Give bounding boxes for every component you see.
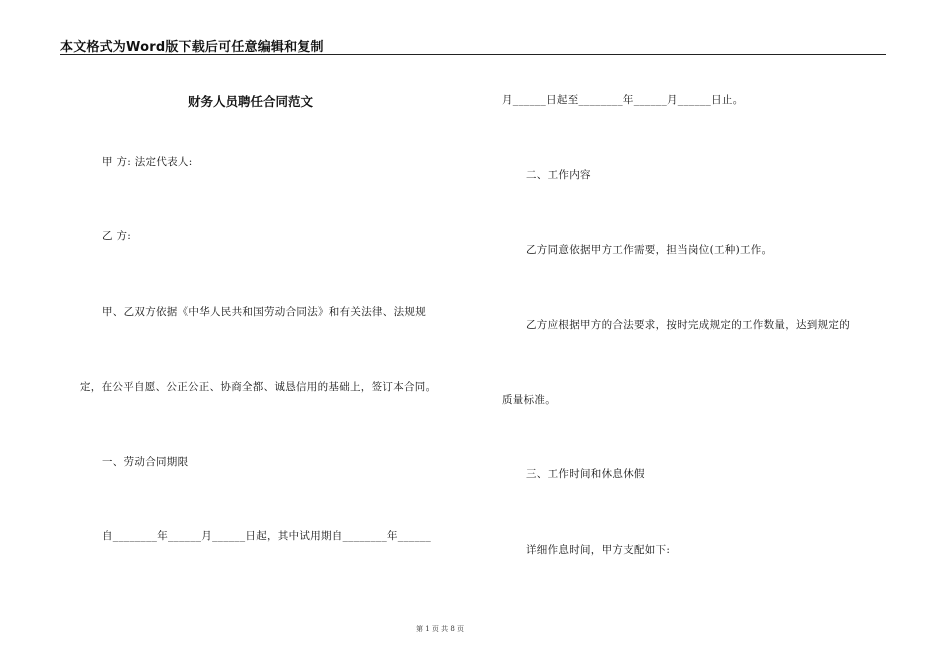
work-content-line-2: 乙方应根据甲方的合法要求，按时完成规定的工作数量，达到规定的: [526, 319, 850, 331]
work-hours-line-1: 详细作息时间，甲方支配如下:: [526, 544, 671, 556]
contract-term-line-1: 自________年______月______日起，其中试用期自________年______: [102, 530, 432, 542]
work-content-line-3: 质量标准。: [502, 394, 556, 406]
preamble-line-1: 甲、乙双方依据《中华人民共和国劳动合同法》和有关法律、法规规: [102, 306, 426, 318]
party-b-line: 乙 方:: [102, 230, 132, 242]
page-header: [60, 34, 886, 55]
party-a-line: 甲 方: 法定代表人:: [102, 156, 193, 168]
document-title: 财务人员聘任合同范文: [188, 94, 314, 109]
preamble-line-2: 定，在公平自愿、公正公正、协商全都、诚恳信用的基础上，签订本合同。: [80, 381, 437, 393]
section-heading-work-content: 二、工作内容: [526, 169, 591, 181]
contract-term-line-2: 月______日起至________年______月______日止。: [502, 94, 744, 106]
page-number-footer: 第 1 页 共 8 页: [415, 625, 465, 633]
section-heading-contract-term: 一、劳动合同期限: [102, 456, 189, 468]
section-heading-work-hours: 三、工作时间和休息休假: [526, 468, 645, 480]
header-text: 本文格式为Word版下载后可任意编辑和复制: [60, 40, 324, 55]
work-content-line-1: 乙方同意依据甲方工作需要，担当岗位(工种)工作。: [526, 244, 773, 256]
